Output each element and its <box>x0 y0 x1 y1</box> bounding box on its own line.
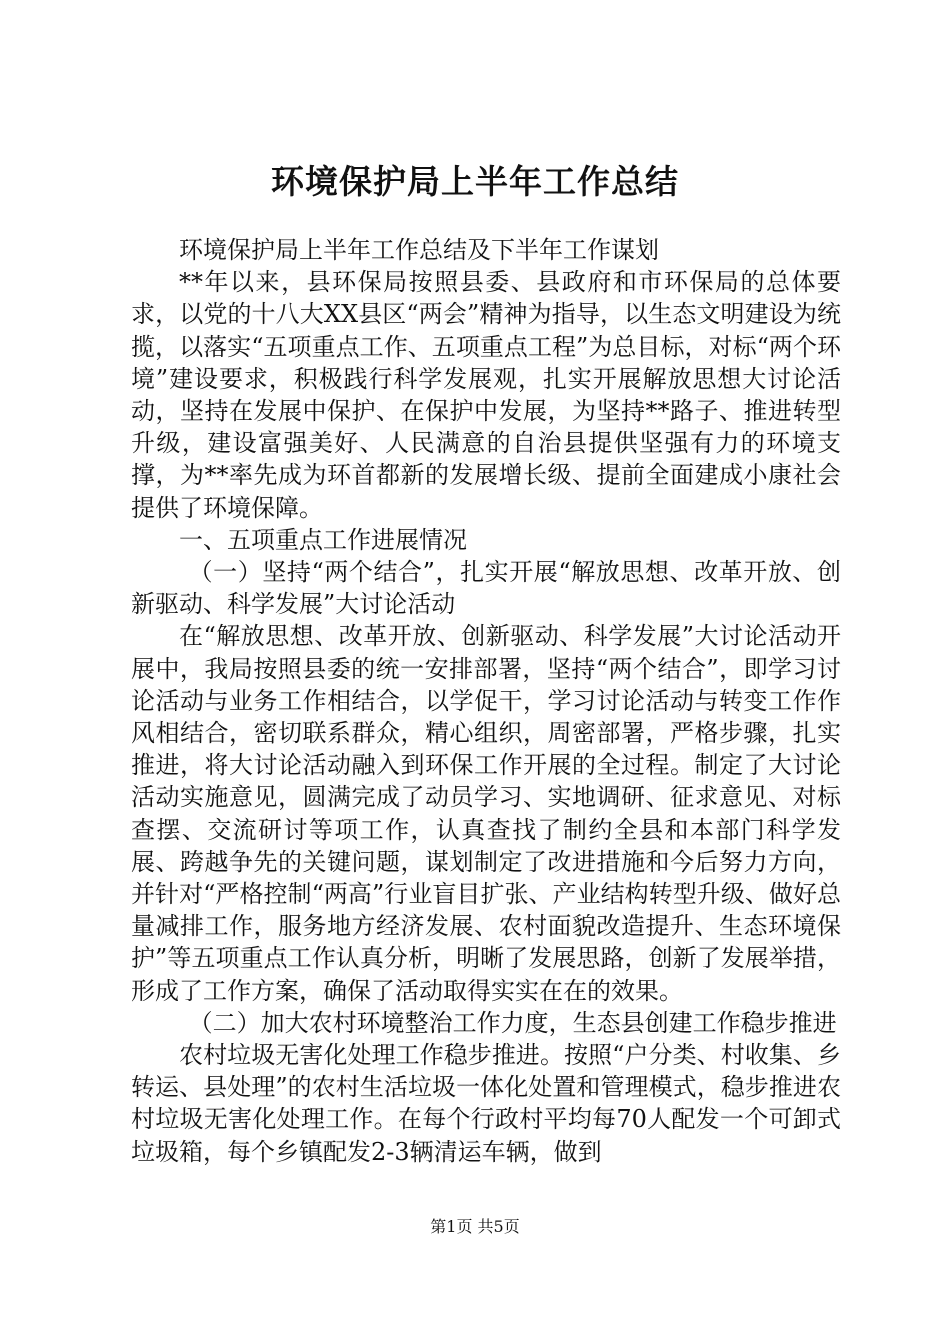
page-footer: 第1页 共5页 <box>430 1217 520 1236</box>
body-paragraph: 农村垃圾无害化处理工作稳步推进。按照“户分类、村收集、乡转运、县处理”的农村生活垃圾一体化处置和管理模式，稳步推进农村垃圾无害化处理工作。在每个行政村平均每70人配发一个可卸式垃圾箱，每个乡镇配发2-3辆清运车辆，做到 <box>131 1041 841 1166</box>
subsection-heading-1: （一）坚持“两个结合”，扎实开展“解放思想、改革开放、创新驱动、科学发展”大讨论活动 <box>131 558 841 619</box>
intro-paragraph: **年以来，县环保局按照县委、县政府和市环保局的总体要求，以党的十八大XX县区“两会”精神为指导，以生态文明建设为统揽，以落实“五项重点工作、五项重点工程”为总目标，对标“两个环境”建设要求，积极践行科学发展观，扎实开展解放思想大讨论活动，坚持在发展中保护、在保护中发展，为坚持**路子、推进转型升级，建设富强美好、人民满意的自治县提供坚强有力的环境支撑，为**率先成为环首都新的发展增长级、提前全面建成小康社会提供了环境保障。 <box>131 268 841 522</box>
body-paragraph: 在“解放思想、改革开放、创新驱动、科学发展”大讨论活动开展中，我局按照县委的统一安排部署，坚持“两个结合”，即学习讨论活动与业务工作相结合，以学促干，学习讨论活动与转变工作作风相结合，密切联系群众，精心组织，周密部署，严格步骤，扎实推进，将大讨论活动融入到环保工作开展的全过程。制定了大讨论活动实施意见，圆满完成了动员学习、实地调研、征求意见、对标查摆、交流研讨等项工作，认真查找了制约全县和本部门科学发展、跨越争先的关键问题，谋划制定了改进措施和今后努力方向，并针对“严格控制“两高”行业盲目扩张、产业结构转型升级、做好总量减排工作，服务地方经济发展、农村面貌改造提升、生态环境保护”等五项重点工作认真分析，明晰了发展思路，创新了发展举措，形成了工作方案，确保了活动取得实实在在的效果。 <box>131 622 841 1005</box>
subtitle-paragraph: 环境保护局上半年工作总结及下半年工作谋划 <box>179 236 659 264</box>
document-title: 环境保护局上半年工作总结 <box>271 162 679 201</box>
subsection-heading-2: （二）加大农村环境整治工作力度，生态县创建工作稳步推进 <box>188 1008 837 1037</box>
document-body <box>131 234 841 1168</box>
section-heading: 一、五项重点工作进展情况 <box>179 525 467 554</box>
